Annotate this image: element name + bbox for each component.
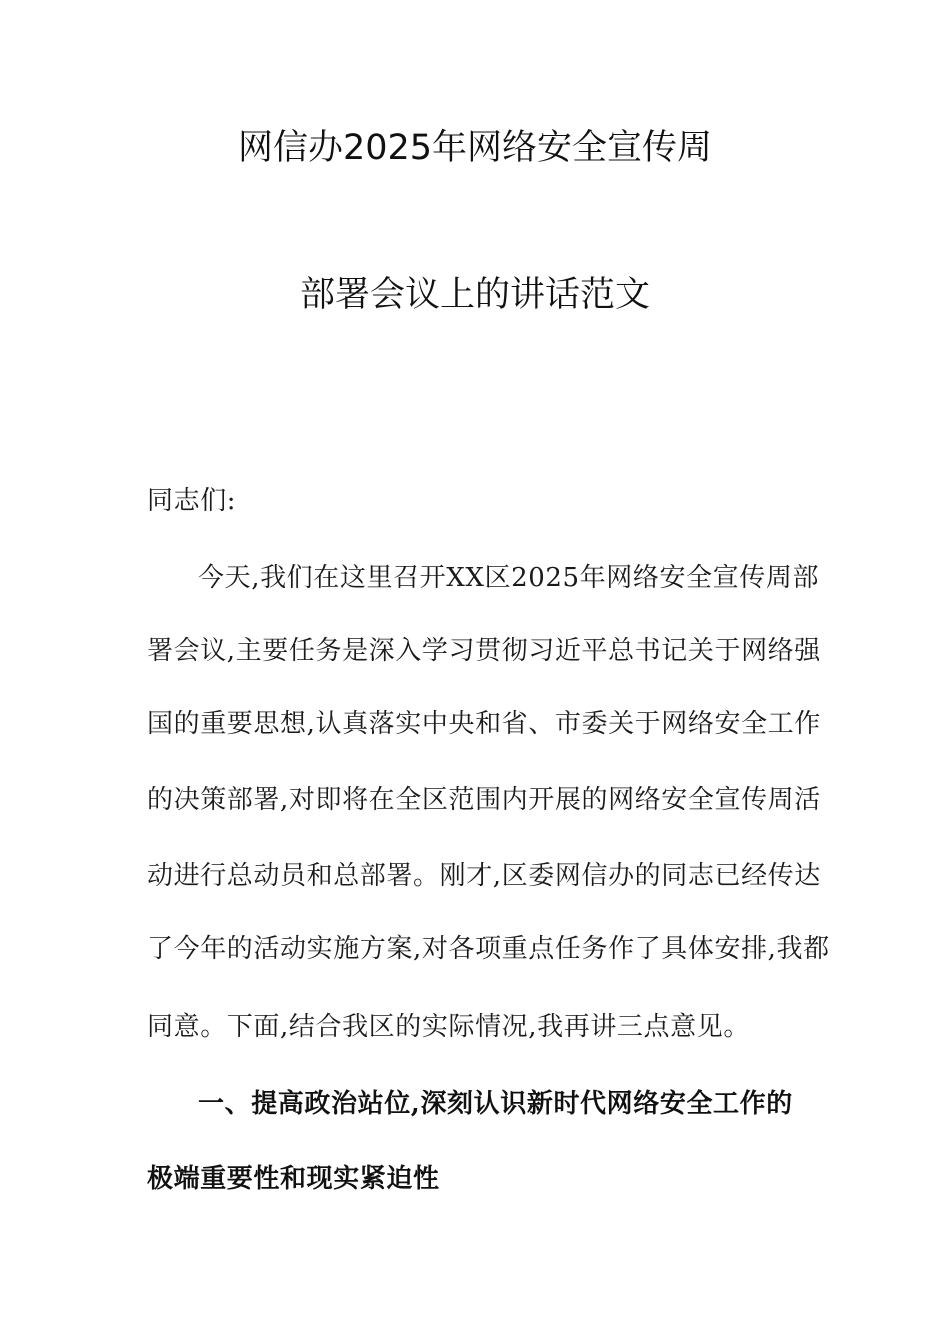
- document-title-line-1: 网信办2025年网络安全宣传周: [237, 128, 713, 168]
- section-1-heading-line-2: 极端重要性和现实紧迫性: [147, 1164, 440, 1194]
- paragraph-1-line-7: 同意。下面,结合我区的实际情况,我再讲三点意见。: [147, 1012, 750, 1042]
- paragraph-1-line-4: 的决策部署,对即将在全区范围内开展的网络安全宣传周活: [147, 785, 821, 815]
- paragraph-1-line-6: 了今年的活动实施方案,对各项重点任务作了具体安排,我都: [147, 934, 830, 964]
- paragraph-1-line-1: 今天,我们在这里召开XX区2025年网络安全宣传周部: [198, 563, 820, 593]
- paragraph-1-line-5: 动进行总动员和总部署。刚才,区委网信办的同志已经传达: [147, 861, 821, 891]
- salutation: 同志们:: [147, 486, 237, 516]
- section-1-heading-line-1: 一、提高政治站位,深刻认识新时代网络安全工作的: [198, 1089, 793, 1119]
- document-title-line-2: 部署会议上的讲话范文: [299, 275, 650, 315]
- paragraph-1-line-3: 国的重要思想,认真落实中央和省、市委关于网络安全工作: [147, 709, 821, 739]
- paragraph-1-line-2: 署会议,主要任务是深入学习贯彻习近平总书记关于网络强: [147, 636, 821, 666]
